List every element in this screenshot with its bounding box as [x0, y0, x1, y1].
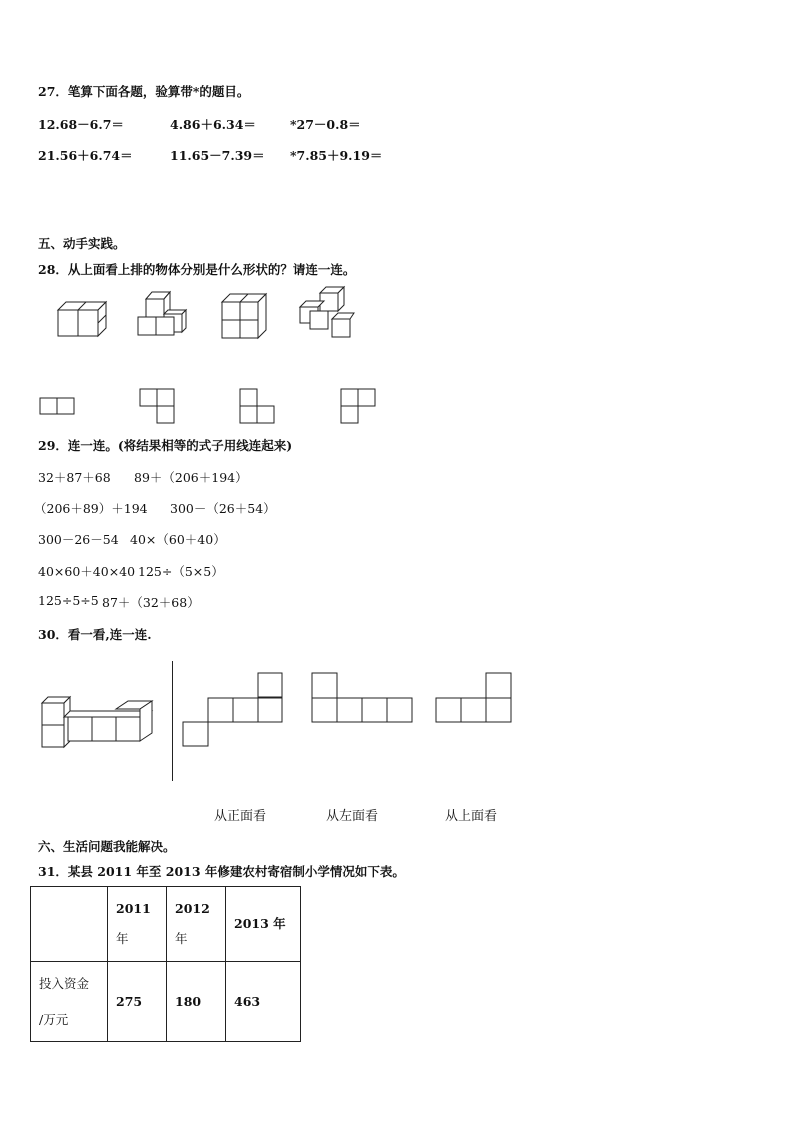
- q29-left-1: 32＋87＋68: [38, 470, 111, 485]
- q29-left-4: 40×60＋40×40: [38, 564, 136, 579]
- year-2012-unit: 年: [175, 931, 188, 946]
- q27-expr-5: 11.65－7.39＝: [170, 148, 265, 163]
- q30-view-label-top: 从上面看: [445, 809, 498, 824]
- table-year-2011: [108, 887, 167, 962]
- q30-cube-object-figure: [42, 695, 154, 751]
- q28-object-1-figure: [58, 302, 108, 342]
- q27-expr-6: *7.85＋9.19＝: [290, 148, 383, 163]
- q27-title: 27．笔算下面各题，验算带*的题目。: [38, 84, 250, 99]
- table-value-2012: 180: [167, 962, 226, 1042]
- table-corner-cell: [31, 887, 108, 962]
- q28-topview-1: [40, 398, 76, 416]
- q30-view-shape-3: [436, 673, 514, 725]
- q31-title: 31．某县 2011 年至 2013 年修建农村寄宿制小学情况如下表。: [38, 864, 405, 879]
- q29-right-1: 89＋（206＋194）: [134, 470, 248, 485]
- table-row: [31, 962, 301, 1042]
- q30-view-label-front: 从正面看: [214, 809, 267, 824]
- section-5-heading: 五、动手实践。: [38, 236, 126, 251]
- section-6-heading: 六、生活问题我能解决。: [38, 839, 176, 854]
- table-value-2013: 463: [226, 962, 301, 1042]
- q30-view-label-left: 从左面看: [326, 809, 379, 824]
- q30-divider: [172, 661, 173, 781]
- q27-expr-1: 12.68－6.7＝: [38, 117, 124, 132]
- row-label-line-1: 投入资金: [39, 975, 90, 991]
- table-year-2013: 2013 年: [226, 887, 301, 962]
- q30-view-shape-2: [312, 673, 414, 725]
- q29-left-5: 125÷5÷5: [38, 593, 99, 608]
- table-year-2012: [167, 887, 226, 962]
- q29-left-3: 300－26－54: [38, 532, 119, 547]
- q31-investment-table: [30, 886, 301, 1042]
- q28-object-3-figure: [222, 294, 268, 340]
- q29-right-4: 125÷（5×5）: [138, 564, 224, 579]
- q30-view-shape-1: [183, 673, 285, 749]
- q28-topview-2: [140, 389, 176, 425]
- table-header-row: [31, 887, 301, 962]
- q29-right-5: 87＋（32＋68）: [102, 595, 200, 610]
- q29-title: 29．连一连。(将结果相等的式子用线连起来): [38, 438, 293, 453]
- q28-object-2-figure: [138, 292, 188, 342]
- q28-topview-4: [341, 389, 377, 425]
- year-2011-unit: 年: [116, 931, 129, 946]
- q28-object-4-figure: [300, 287, 354, 339]
- year-2012-number: 2012: [175, 901, 210, 916]
- q29-left-2: （206＋89）＋194: [34, 501, 148, 516]
- table-value-2011: 275: [108, 962, 167, 1042]
- q27-expr-2: 4.86＋6.34＝: [170, 117, 256, 132]
- q27-expr-3: *27－0.8＝: [290, 117, 361, 132]
- q30-title: 30．看一看,连一连.: [38, 627, 152, 642]
- q29-right-3: 40×（60＋40）: [130, 532, 226, 547]
- q29-right-2: 300－（26＋54）: [170, 501, 276, 516]
- row-label-line-2: /万元: [39, 1011, 69, 1027]
- year-2011-number: 2011: [116, 901, 151, 916]
- q27-expr-4: 21.56＋6.74＝: [38, 148, 133, 163]
- q28-title: 28．从上面看上排的物体分别是什么形状的？请连一连。: [38, 262, 356, 277]
- q28-topview-3: [240, 389, 276, 425]
- table-row-label: [31, 962, 108, 1042]
